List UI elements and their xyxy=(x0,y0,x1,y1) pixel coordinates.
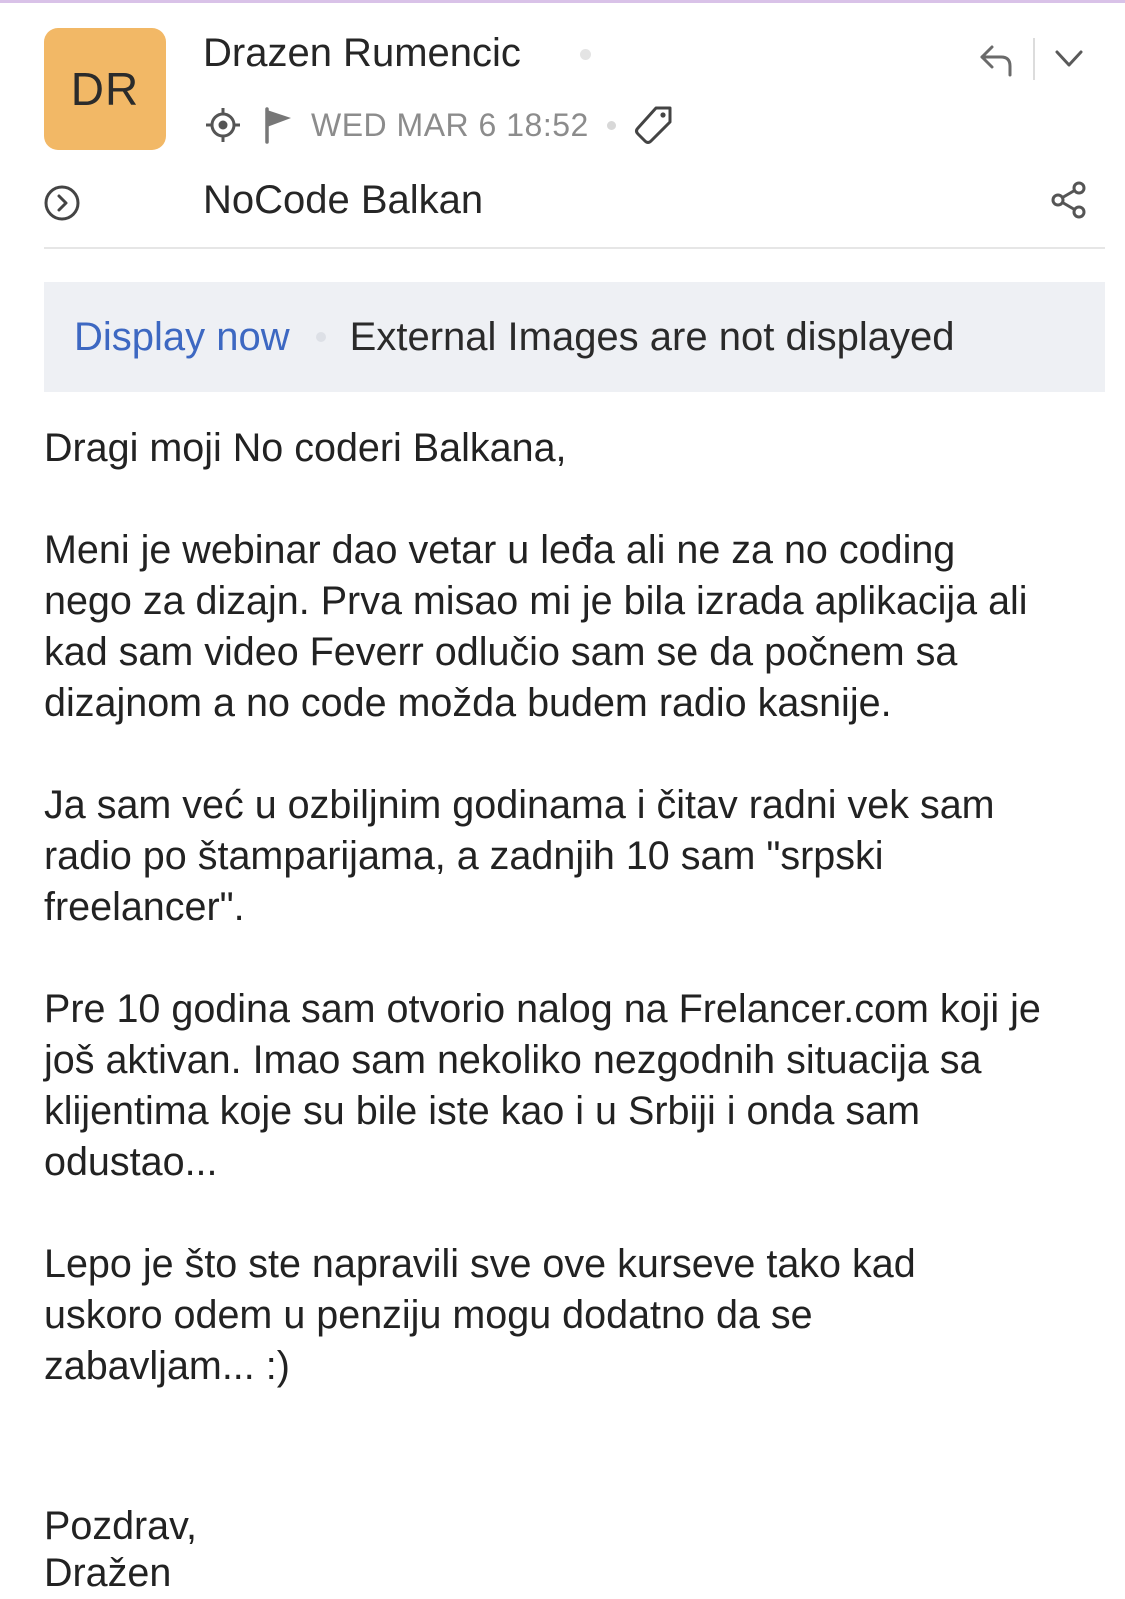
email-signoff xyxy=(44,1503,197,1597)
tag-icon xyxy=(632,103,676,147)
email-paragraph: Pre 10 godina sam otvorio nalog na Frelancer.com koji je još aktivan. Imao sam nekoliko nezgodnih situacija sa klijentima koje su bile iste kao i u Srbiji i onda sam odustao... xyxy=(44,987,1041,1184)
subject-row xyxy=(40,171,1090,233)
sender-name[interactable]: Drazen Rumencic xyxy=(203,31,521,75)
email-signature: Dražen xyxy=(44,1551,172,1595)
avatar-initials: DR xyxy=(70,63,140,115)
flag-button[interactable] xyxy=(261,105,297,145)
share-icon xyxy=(1048,179,1090,221)
external-images-message: External Images are not displayed xyxy=(349,314,955,359)
reply-icon xyxy=(977,39,1017,79)
email-body xyxy=(44,423,1119,1443)
expand-circle-icon xyxy=(42,183,82,223)
header-divider xyxy=(44,247,1105,249)
message-actions xyxy=(977,33,1087,85)
actions-divider xyxy=(1033,38,1035,80)
track-button[interactable] xyxy=(203,105,243,145)
banner-separator-dot xyxy=(316,332,326,342)
expand-details-button[interactable] xyxy=(42,183,82,223)
chevron-down-icon xyxy=(1051,41,1087,77)
external-images-banner xyxy=(44,282,1105,392)
email-greeting: Dragi moji No coderi Balkana, xyxy=(44,426,567,470)
more-actions-button[interactable] xyxy=(1051,41,1087,77)
email-paragraph: Ja sam već u ozbiljnim godinama i čitav radni vek sam radio po štamparijama, a zadnjih 10 sam "srpski freelancer". xyxy=(44,783,995,929)
flag-icon xyxy=(261,105,297,145)
avatar[interactable] xyxy=(44,28,166,150)
tag-button[interactable] xyxy=(632,103,676,147)
email-subject: NoCode Balkan xyxy=(203,178,484,222)
target-icon xyxy=(203,105,243,145)
message-date: WED MAR 6 18:52 xyxy=(311,106,589,143)
display-now-link[interactable]: Display now xyxy=(74,314,290,359)
message-meta xyxy=(203,99,676,151)
email-paragraph: Lepo je što ste napravili sve ove kurseve tako kad uskoro odem u penziju mogu dodatno da se zabavljam... :) xyxy=(44,1242,916,1388)
share-button[interactable] xyxy=(1048,179,1090,221)
email-paragraph: Meni je webinar dao vetar u leđa ali ne za no coding nego za dizajn. Prva misao mi je bila izrada aplikacija ali kad sam video Feverr odlučio sam se da počnem sa dizajnom a no code možda budem radio kasnije. xyxy=(44,528,1028,725)
meta-separator-dot xyxy=(607,121,616,130)
email-closing: Pozdrav, xyxy=(44,1504,197,1548)
online-status-dot xyxy=(580,49,591,60)
reply-button[interactable] xyxy=(977,39,1017,79)
